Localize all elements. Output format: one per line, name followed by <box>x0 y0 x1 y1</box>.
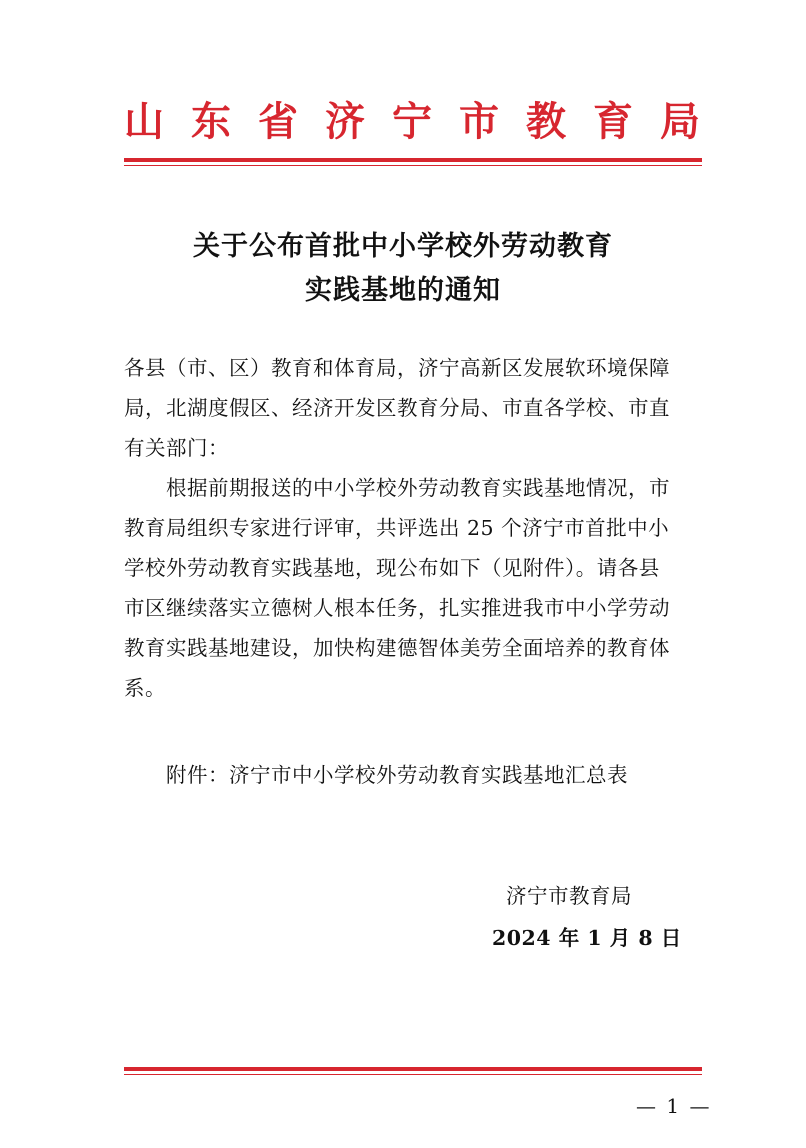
letterhead-char: 市 <box>459 97 499 145</box>
letterhead-char: 宁 <box>392 97 432 145</box>
letterhead-char: 育 <box>593 97 633 145</box>
body-line-5: 教育实践基地建设，加快构建德智体美劳全面培养的教育体 <box>124 636 670 660</box>
letterhead-org-name <box>124 88 700 148</box>
page-number: — 1 — <box>636 1094 712 1118</box>
document-title-line-2: 实践基地的通知 <box>305 275 501 306</box>
signature-org: 济宁市教育局 <box>506 884 632 908</box>
body-line-4: 市区继续落实立德树人根本任务，扎实推进我市中小学劳动 <box>124 596 670 620</box>
addressee-line-3: 有关部门： <box>124 436 229 460</box>
body-line-3: 学校外劳动教育实践基地，现公布如下（见附件）。请各县 <box>124 556 660 580</box>
signature-date: 2024 年 1 月 8 日 <box>492 926 682 950</box>
letterhead-char: 教 <box>526 97 566 145</box>
letterhead-char: 济 <box>325 97 365 145</box>
addressee-line-1: 各县（市、区）教育和体育局，济宁高新区发展软环境保障 <box>124 356 670 380</box>
letterhead-char: 山 <box>124 97 164 145</box>
body-line-2: 教育局组织专家进行评审，共评选出 25 个济宁市首批中小 <box>124 516 670 540</box>
body-line-6: 系。 <box>124 676 166 700</box>
footer-rule-thick <box>124 1067 702 1071</box>
letterhead-rule-thin <box>124 165 702 166</box>
attachment-note: 附件：济宁市中小学校外劳动教育实践基地汇总表 <box>166 763 628 787</box>
letterhead-rule-thick <box>124 158 702 162</box>
addressee-line-2: 局，北湖度假区、经济开发区教育分局、市直各学校、市直 <box>124 396 670 420</box>
letterhead-char: 省 <box>258 97 298 145</box>
letterhead-char: 局 <box>660 97 700 145</box>
letterhead-char: 东 <box>191 97 231 145</box>
body-line-1: 根据前期报送的中小学校外劳动教育实践基地情况，市 <box>166 476 670 500</box>
footer-rule-thin <box>124 1074 702 1075</box>
document-title-line-1: 关于公布首批中小学校外劳动教育 <box>193 231 613 262</box>
